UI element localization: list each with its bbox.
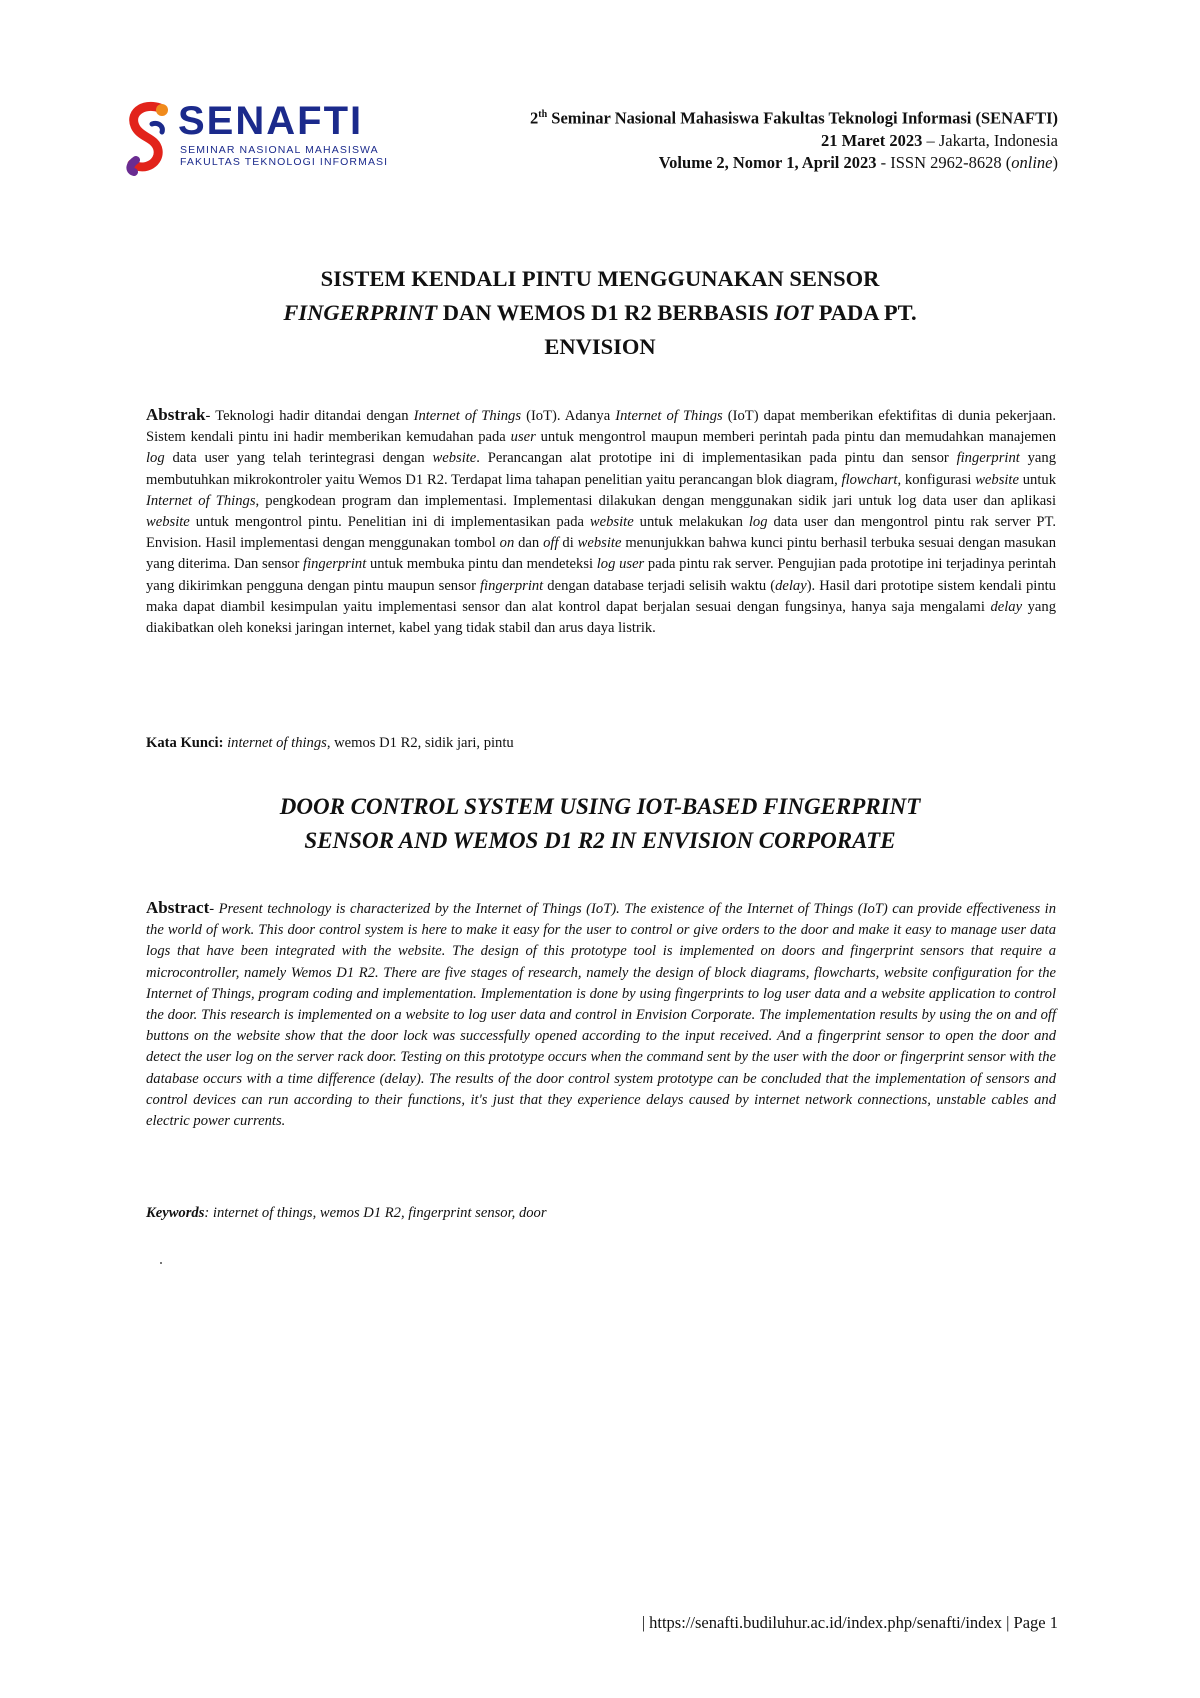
conference-volume: Volume 2, Nomor 1, April 2023 - ISSN 2962-8628 (online) [658, 152, 1058, 172]
abstract-id-label: Abstrak [146, 405, 206, 424]
paper-title-en: DOOR CONTROL SYSTEM USING IOT-BASED FINGERPRINT SENSOR AND WEMOS D1 R2 IN ENVISION CORPORATE [279, 794, 921, 853]
conference-info [530, 104, 1058, 174]
keywords-id: Kata Kunci: internet of things, wemos D1 R2, sidik jari, pintu [146, 735, 514, 751]
abstract-en-label: Abstract [146, 898, 210, 917]
abstract-en: Abstract- Present technology is characterized by the Internet of Things (IoT). The existence of the Internet of Things (IoT) can provide effectiveness in the world of work. This door control system is here to make it easy for the user to control or give orders to the door and make it easy to manage user data logs that have been integrated with the website. The design of this prototype tool is implemented on doors and fingerprint sensors that require a microcontroller, namely Wemos D1 R2. There are five stages of research, namely the design of block diagrams, flowcharts, website configuration for the Internet of Things, program coding and implementation. Implementation is done by using fingerprints to log user data and a website application to control the door. This research is implemented on a website to log user data and control in Envision Corporate. The implementation results by using the on and off buttons on the website show that the door lock was successfully opened according to the input received. And a fingerprint sensor to open the door and detect the user log on the server rack door. Testing on this prototype occurs when the command sent by the user with the door or fingerprint sensor with the database occurs with a time difference (delay). The results of the door control system prototype can be concluded that the implementation of sensors and control devices can run according to their functions, it's just that they experience delays caused by internet network connections, unstable cables and electric power currents. [146, 898, 1056, 1130]
logo-wordmark: SENAFTI [178, 99, 364, 143]
keywords-en: Keywords: internet of things, wemos D1 R2, fingerprint sensor, door [146, 1205, 547, 1221]
conference-title: 2th Seminar Nasional Mahasiswa Fakultas Teknologi Informasi (SENAFTI) [530, 108, 1058, 128]
senafti-s-icon [122, 98, 174, 176]
stray-mark [160, 1262, 162, 1264]
paper-title-id: SISTEM KENDALI PINTU MENGGUNAKAN SENSOR FINGERPRINT DAN WEMOS D1 R2 BERBASIS IOT PADA PT. ENVISION [283, 266, 917, 359]
conference-date: 21 Maret 2023 – Jakarta, Indonesia [820, 130, 1058, 150]
abstract-id: Abstrak- Teknologi hadir ditandai dengan Internet of Things (IoT). Adanya Internet of Things (IoT) dapat memberikan efektifitas di dunia pekerjaan. Sistem kendali pintu ini hadir memberikan kemudahan pada user untuk mengontrol maupun memberi perintah pada pintu dan memudahkan manajemen log data user yang telah terintegrasi dengan website. Perancangan alat prototipe ini di implementasikan pada pintu dan sensor fingerprint yang membutuhkan mikrokontroler yaitu Wemos D1 R2. Terdapat lima tahapan penelitian yaitu perancangan blok diagram, flowchart, konfigurasi website untuk Internet of Things, pengkodean program dan implementasi. Implementasi dilakukan dengan menggunakan sidik jari untuk log data user dan aplikasi website untuk mengontrol pintu. Penelitian ini di implementasikan pada website untuk melakukan log data user dan mengontrol pintu rak server PT. Envision. Hasil implementasi dengan menggunakan tombol on dan off di website menunjukkan bahwa kunci pintu berhasil terbuka sesuai dengan masukan yang diterima. Dan sensor fingerprint untuk membuka pintu dan mendeteksi log user pada pintu rak server. Pengujian pada prototipe ini terjadinya perintah yang dikirimkan pengguna dengan pintu maupun sensor fingerprint dengan database terjadi selisih waktu (delay). Hasil dari prototipe sistem kendali pintu maka dapat diambil kesimpulan yaitu implementasi sensor dan alat kontrol dapat berjalan sesuai dengan fungsinya, hanya saja mengalami delay yang diakibatkan oleh koneksi jaringan internet, kabel yang tidak stabil dan arus daya listrik. [146, 405, 1057, 637]
page-footer: | https://senafti.budiluhur.ac.id/index.php/senafti/index | Page 1 [641, 1613, 1058, 1632]
senafti-logo [122, 98, 389, 176]
logo-subtitle-1: SEMINAR NASIONAL MAHASISWA [180, 144, 379, 156]
keywords-id-label: Kata Kunci: [146, 735, 224, 751]
keywords-en-label: Keywords [146, 1205, 205, 1221]
logo-subtitle-2: FAKULTAS TEKNOLOGI INFORMASI [180, 156, 389, 168]
